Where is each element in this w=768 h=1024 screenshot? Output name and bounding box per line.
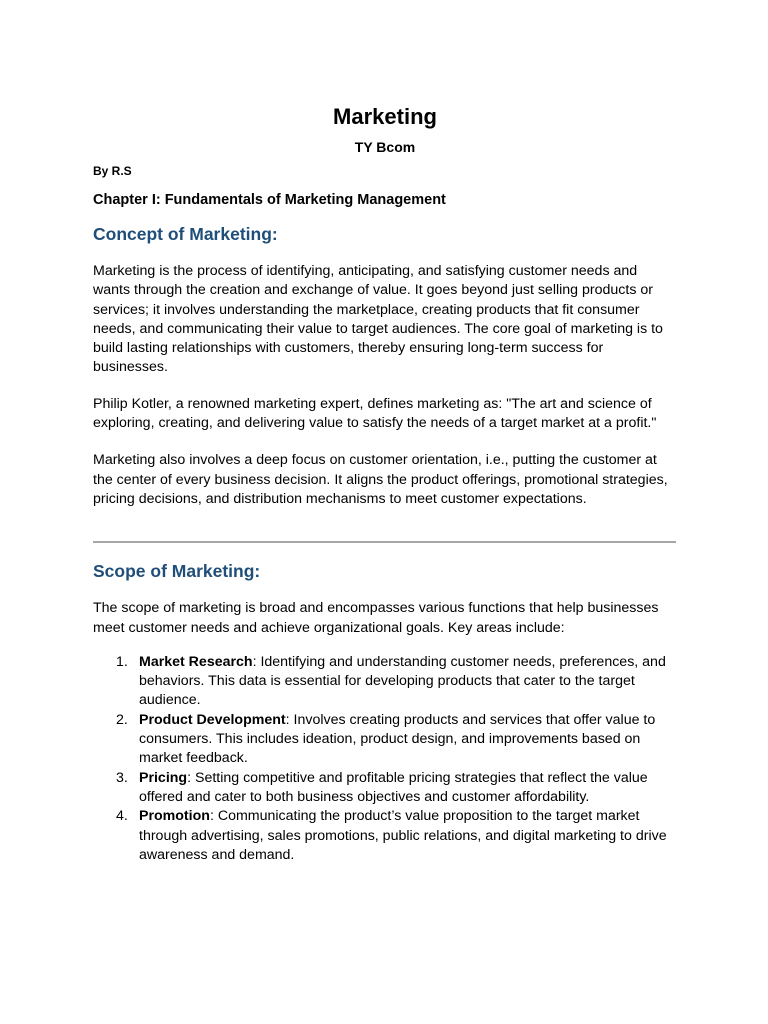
page-content	[93, 103, 677, 865]
chapter-title: Chapter I: Fundamentals of Marketing Management	[93, 192, 446, 208]
concept-paragraph: Marketing is the process of identifying, anticipating, and satisfying customer needs and wants through the creation and exchange of value. It goes beyond just selling products or services; it involves understanding the marketplace, creating products that fit consumer needs, and communicating their value to target audiences. The core goal of marketing is to build lasting relationships with customers, thereby ensuring long-term success for businesses.	[93, 263, 663, 376]
author-line: By R.S	[93, 164, 132, 178]
list-term: Market Research	[139, 653, 253, 670]
concept-heading: Concept of Marketing:	[93, 224, 278, 244]
list-item	[93, 807, 677, 865]
scope-heading: Scope of Marketing:	[93, 561, 261, 582]
list-term: Pricing	[139, 769, 188, 786]
list-item	[93, 769, 677, 808]
document-title: Marketing	[333, 104, 437, 129]
kotler-definition-paragraph: Philip Kotler, a renowned marketing expert, defines marketing as: "The art and science of exploring, creating, and delivering value to satisfy the needs of a target market at a profit."	[93, 395, 657, 432]
list-text: : Communicating the product’s value proposition to the target market through advertising, sales promotions, public relations, and digital marketing to drive awareness and demand.	[139, 808, 667, 863]
customer-orientation-paragraph: Marketing also involves a deep focus on customer orientation, i.e., putting the customer at the center of every business decision. It aligns the product offerings, promotional strategies, pricing decisions, and distribution mechanisms to meet customer expectations.	[93, 452, 668, 507]
list-number: 4.	[116, 808, 128, 825]
list-number: 2.	[116, 711, 128, 728]
list-text: : Setting competitive and profitable pricing strategies that reflect the value offered and cater to both business objectives and customer affordability.	[139, 769, 648, 805]
document-subtitle: TY Bcom	[354, 139, 416, 155]
list-term: Promotion	[139, 808, 210, 825]
list-text: : Involves creating products and services that offer value to consumers. This includes ideation, product design, and improvements based on market feedback.	[139, 711, 656, 767]
list-text: : Identifying and understanding customer needs, preferences, and behaviors. This data is essential for developing products that cater to the target audience.	[139, 653, 666, 709]
list-number: 3.	[116, 769, 128, 786]
list-number: 1.	[116, 653, 128, 670]
list-item	[93, 711, 677, 769]
section-divider	[93, 541, 676, 543]
list-term: Product Development	[139, 711, 286, 728]
list-item	[93, 653, 677, 711]
scope-intro-paragraph: The scope of marketing is broad and encompasses various functions that help businesses meet customer needs and achieve organizational goals. Key areas include:	[93, 600, 659, 636]
scope-list	[93, 653, 677, 865]
